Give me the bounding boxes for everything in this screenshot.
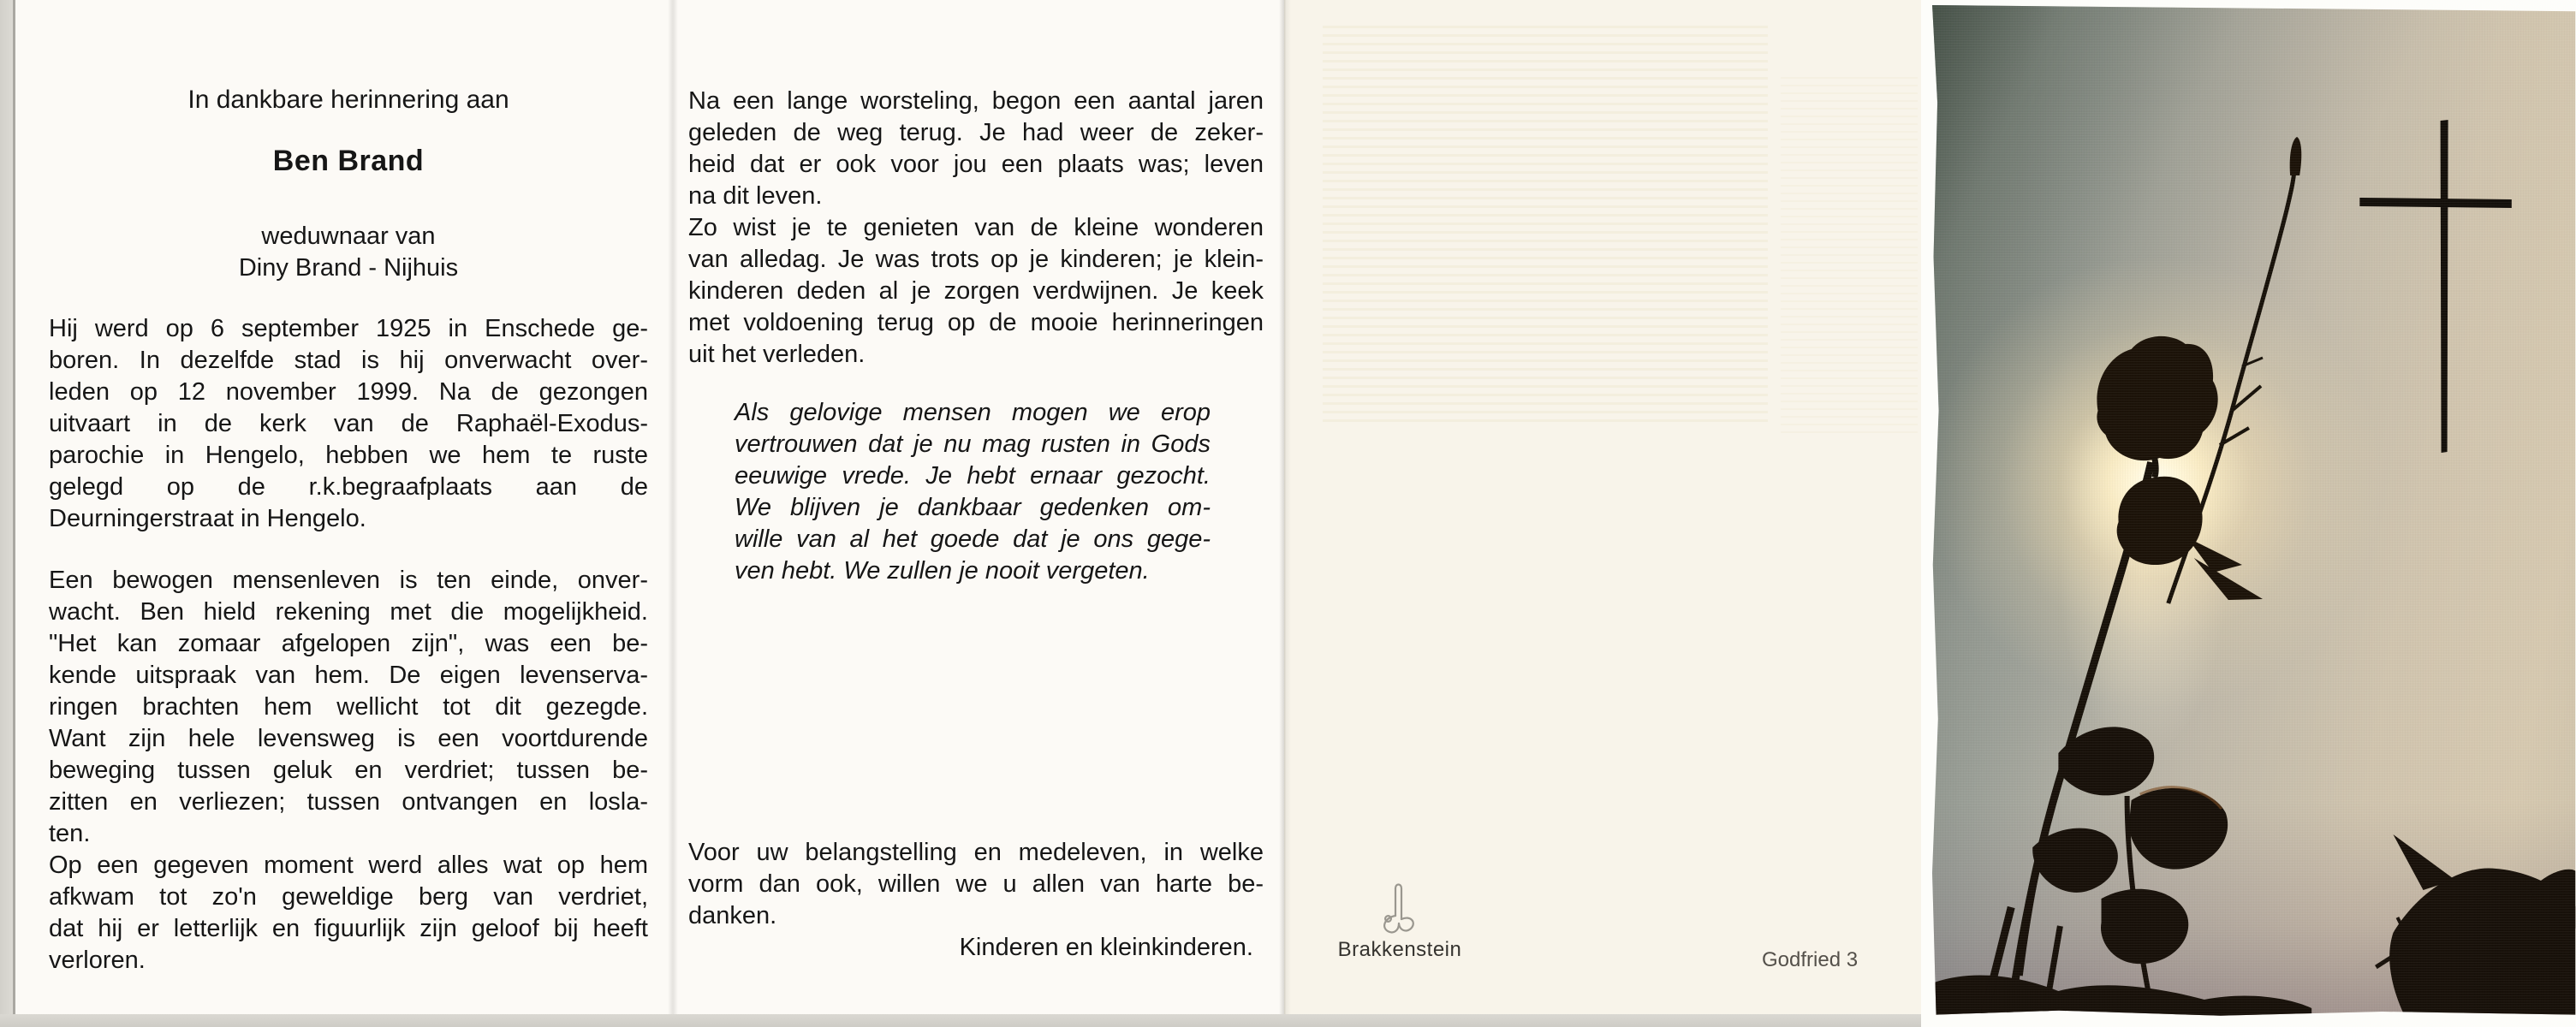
text-line: met voldoening terug op de mooie herinneringen <box>688 309 1264 336</box>
panel-fold-line <box>668 0 678 1027</box>
text-line: boren. In dezelfde stad is hij onverwacht over- <box>49 347 648 374</box>
text-line: ten. <box>49 820 91 847</box>
text-line: Als gelovige mensen mogen we erop <box>735 399 1211 426</box>
publisher-name: Brakkenstein <box>1337 938 1462 961</box>
text-line: parochie in Hengelo, hebben we hem te ruste <box>49 442 648 469</box>
text-line: kinderen deden al je zorgen verdwijnen. Je keek <box>688 277 1264 305</box>
fabric-texture <box>1930 0 2576 1027</box>
grief-paragraph <box>49 850 648 977</box>
text-line: "Het kan zomaar afgelopen zijn", was een be- <box>49 630 648 657</box>
scan-left-edge-line <box>13 0 15 1027</box>
text-line: verloren. <box>49 947 146 974</box>
spouse-name: Diny Brand - Nijhuis <box>238 254 459 282</box>
text-line: van alledag. Je was trots op je kinderen; je klein- <box>688 246 1264 273</box>
text-line: Voor uw belangstelling en medeleven, in welke <box>688 839 1264 866</box>
text-line: eeuwige vrede. Je hebt ernaar gezocht. <box>735 462 1211 490</box>
text-line: gelegd op de r.k.begraafplaats aan de <box>49 473 648 501</box>
return-paragraph <box>688 86 1264 212</box>
faith-quote-paragraph <box>735 397 1211 587</box>
text-line: uitvaart in de kerk van de Raphaël-Exodus- <box>49 410 648 437</box>
text-line: danken. <box>688 902 777 929</box>
signature-line: Kinderen en kleinkinderen. <box>959 934 1253 961</box>
text-line: ven hebt. We zullen je nooit vergeten. <box>735 557 1150 585</box>
scan-bottom-edge <box>0 1014 1921 1027</box>
life-history-paragraph <box>49 313 648 535</box>
thanks-paragraph <box>688 837 1264 932</box>
text-line: Na een lange worsteling, begon een aantal jaren <box>688 87 1264 115</box>
text-line: afkwam tot zo'n geweldige berg van verdriet, <box>49 883 648 911</box>
panel-fold-line <box>1279 0 1291 1027</box>
text-line: Op een gegeven moment werd alles wat op hem <box>49 852 648 879</box>
text-line: beweging tussen geluk en verdriet; tussen be- <box>49 757 648 784</box>
text-line: Want zijn hele levensweg is een voortdurende <box>49 725 648 752</box>
text-line: Hij werd op 6 september 1925 in Enschede ge- <box>49 315 648 342</box>
text-line: We blijven je dankbaar gedenken om- <box>735 494 1211 521</box>
blank-panel-paper <box>1284 0 1921 1027</box>
scan-left-edge <box>0 0 13 1027</box>
text-line: vorm dan ook, willen we u allen van harte be- <box>688 870 1264 898</box>
dedication-line: In dankbare herinnering aan <box>187 86 509 114</box>
text-line: kende uitspraak van hem. De eigen levenserva- <box>49 662 648 689</box>
text-line: Deurningerstraat in Hengelo. <box>49 505 366 532</box>
series-label: Godfried 3 <box>1762 948 1859 971</box>
reflection-paragraph <box>49 565 648 850</box>
photo-panel <box>1921 0 2576 1027</box>
text-line: uit het verleden. <box>688 341 866 368</box>
text-line: heid dat er ook voor jou een plaats was; leven <box>688 151 1264 178</box>
text-line: geleden de weg terug. Je had weer de zeker- <box>688 119 1264 146</box>
text-line: leden op 12 november 1999. Na de gezongen <box>49 378 648 406</box>
text-line: vertrouwen dat je nu mag rusten in Gods <box>735 430 1211 458</box>
relation-line: weduwnaar van <box>261 223 436 250</box>
text-line: wacht. Ben hield rekening met die mogelijkheid. <box>49 598 648 626</box>
brakkenstein-monogram-icon <box>1378 880 1419 935</box>
joy-paragraph <box>688 212 1264 371</box>
deceased-name: Ben Brand <box>272 145 425 177</box>
text-line: ringen brachten hem wellicht tot dit gezegde. <box>49 693 648 721</box>
text-line: dat hij er letterlijk en figuurlijk zijn geloof bij heeft <box>49 915 648 942</box>
text-line: Zo wist je te genieten van de kleine wonderen <box>688 214 1264 241</box>
text-line: wille van al het goede dat je ons gege- <box>735 525 1211 553</box>
text-line: na dit leven. <box>688 182 823 210</box>
text-line: zitten en verliezen; tussen ontvangen en losla- <box>49 788 648 816</box>
memorial-photo <box>1930 0 2576 1027</box>
text-line: Een bewogen mensenleven is ten einde, onver- <box>49 567 648 594</box>
